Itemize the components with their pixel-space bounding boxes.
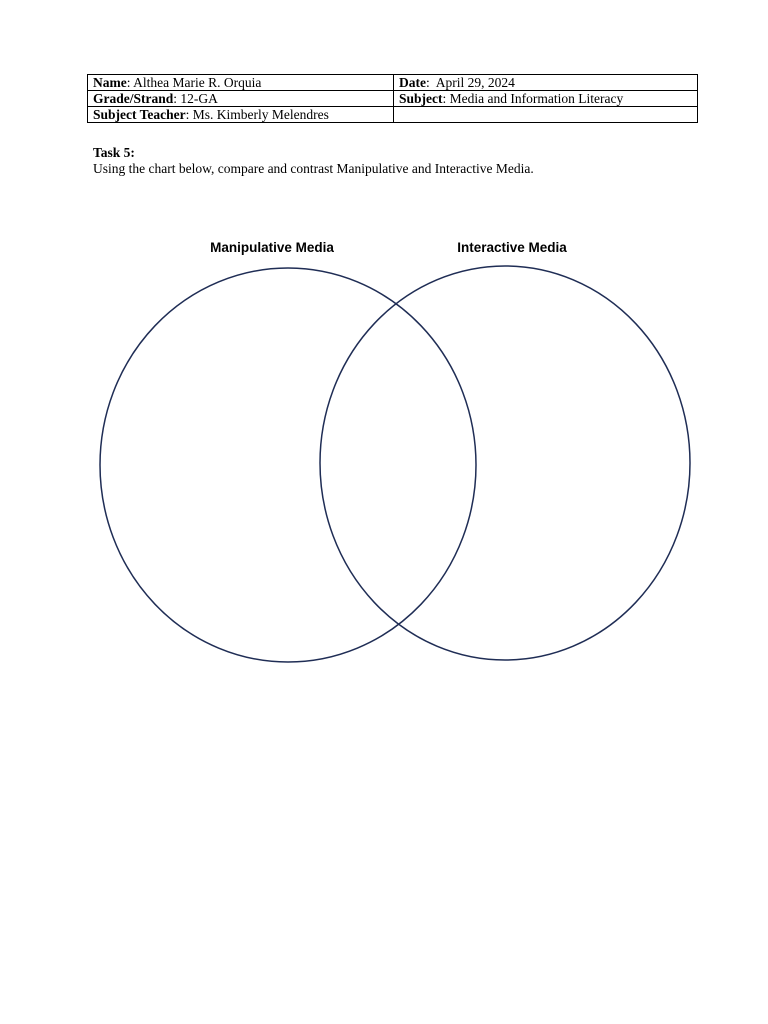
grade-value: 12-GA (180, 91, 218, 106)
right-circle (320, 266, 690, 660)
date-cell: Date: April 29, 2024 (394, 75, 698, 91)
left-circle-label: Manipulative Media (210, 240, 334, 255)
subject-label: Subject (399, 91, 443, 106)
task-instruction: Using the chart below, compare and contrast Manipulative and Interactive Media. (93, 161, 534, 176)
date-label: Date (399, 75, 426, 90)
task-title: Task 5: (93, 145, 135, 160)
subject-cell: Subject: Media and Information Literacy (394, 91, 698, 107)
name-cell: Name: Althea Marie R. Orquia (88, 75, 394, 91)
teacher-value: Ms. Kimberly Melendres (192, 107, 329, 122)
name-value: Althea Marie R. Orquia (133, 75, 262, 90)
right-circle-label: Interactive Media (457, 240, 567, 255)
date-value: April 29, 2024 (435, 75, 515, 90)
teacher-cell: Subject Teacher: Ms. Kimberly Melendres (88, 107, 394, 123)
teacher-label: Subject Teacher (93, 107, 186, 122)
name-label: Name (93, 75, 127, 90)
grade-cell: Grade/Strand: 12-GA (88, 91, 394, 107)
subject-value: Media and Information Literacy (449, 91, 624, 106)
grade-label: Grade/Strand (93, 91, 174, 106)
left-circle (100, 268, 476, 662)
